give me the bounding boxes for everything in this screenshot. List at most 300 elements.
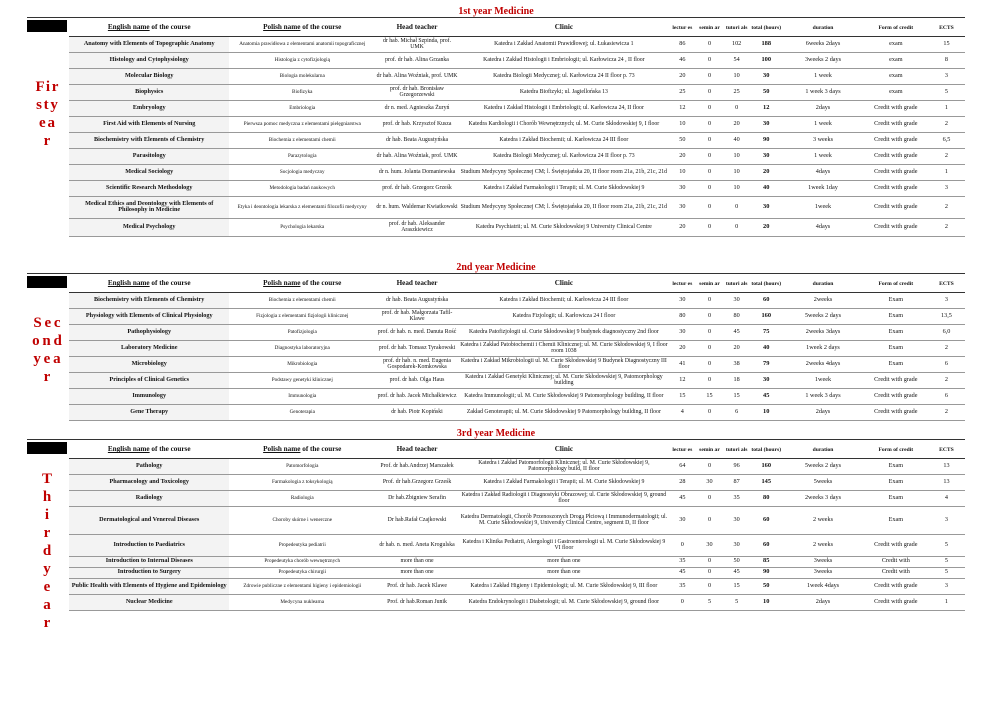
header-ects: ECTS bbox=[928, 276, 965, 292]
course-polish-name: Etyka i deontologia lekarska z elementami filozofii medycyny bbox=[229, 196, 375, 218]
ects-points: 6 bbox=[928, 388, 965, 404]
tutorial-hours: 50 bbox=[723, 556, 750, 567]
year-1-header-row bbox=[69, 20, 965, 36]
clinic-address: Katedra i Zakład Biochemii; ul. Karłowicza 24 III floor bbox=[459, 292, 669, 308]
header-english-name: English name of the course bbox=[69, 20, 229, 36]
ects-points: 2 bbox=[928, 196, 965, 218]
clinic-address: Zakład Genoterapii; ul. M. Curie Skłodowskiej 9 Patomorphology building, II floor bbox=[459, 404, 669, 420]
duration: 2weeks 3days bbox=[782, 324, 863, 340]
lecture-hours: 64 bbox=[669, 458, 696, 474]
form-of-credit: Credit with grade bbox=[864, 164, 928, 180]
head-teacher: prof. dr hab. Jacek Michałkiewicz bbox=[375, 388, 459, 404]
course-polish-name: Podstawy genetyki klinicznej bbox=[229, 372, 375, 388]
head-teacher: Prof. dr hab.Grzegorz Grześk bbox=[375, 474, 459, 490]
year-2-header-row bbox=[69, 276, 965, 292]
course-polish-name: Zdrowie publiczne z elementami higieny i epidemiologii bbox=[229, 578, 375, 594]
table-row bbox=[69, 556, 965, 567]
year-3-title: 3rd year Medicine bbox=[27, 428, 965, 440]
form-of-credit: Exam bbox=[864, 324, 928, 340]
duration: 1week bbox=[782, 196, 863, 218]
form-of-credit: Credit with grade bbox=[864, 404, 928, 420]
course-english-name: Scientific Research Methodology bbox=[69, 180, 229, 196]
lecture-hours: 41 bbox=[669, 356, 696, 372]
duration: 5weeks bbox=[782, 474, 863, 490]
course-polish-name: Immunologia bbox=[229, 388, 375, 404]
form-of-credit: Credit with grade bbox=[864, 578, 928, 594]
ects-points: 13 bbox=[928, 474, 965, 490]
table-row bbox=[69, 578, 965, 594]
duration: 3weeks bbox=[782, 567, 863, 578]
tutorial-hours: 54 bbox=[723, 52, 750, 68]
course-english-name: Principles of Clinical Genetics bbox=[69, 372, 229, 388]
table-row bbox=[69, 68, 965, 84]
year-1-title: 1st year Medicine bbox=[27, 6, 965, 18]
head-teacher: Dr hab.Zbigniew Serafin bbox=[375, 490, 459, 506]
duration: 1week bbox=[782, 372, 863, 388]
year-2-block bbox=[27, 274, 965, 428]
ects-points: 6 bbox=[928, 356, 965, 372]
course-polish-name: Parazytologia bbox=[229, 148, 375, 164]
form-of-credit: Credit with bbox=[864, 556, 928, 567]
total-hours: 40 bbox=[750, 180, 782, 196]
clinic-address: Katedra i Zakład Histologii i Embriologii; ul. Karłowicza 24, II floor bbox=[459, 100, 669, 116]
ects-points: 13 bbox=[928, 458, 965, 474]
lecture-hours: 46 bbox=[669, 52, 696, 68]
lecture-hours: 30 bbox=[669, 292, 696, 308]
course-english-name: Pathophysiology bbox=[69, 324, 229, 340]
header-head-teacher: Head teacher bbox=[375, 20, 459, 36]
course-english-name: Pharmacology and Toxicology bbox=[69, 474, 229, 490]
lecture-hours: 4 bbox=[669, 404, 696, 420]
ects-points: 2 bbox=[928, 218, 965, 236]
head-teacher: prof. dr hab. Małgorzata Tafil-Klawe bbox=[375, 308, 459, 324]
seminar-hours: 0 bbox=[696, 196, 723, 218]
head-teacher: Prof. dr hab. Jacek Klawe bbox=[375, 578, 459, 594]
duration: 2days bbox=[782, 100, 863, 116]
header-form-of-credit: Form of credit bbox=[864, 276, 928, 292]
tutorial-hours: 38 bbox=[723, 356, 750, 372]
course-english-name: Embryology bbox=[69, 100, 229, 116]
seminar-hours: 0 bbox=[696, 292, 723, 308]
course-polish-name: Pierwsza pomoc medyczna z elementami pielęgniarstwa bbox=[229, 116, 375, 132]
course-polish-name: Biologia molekularna bbox=[229, 68, 375, 84]
course-english-name: Molecular Biology bbox=[69, 68, 229, 84]
table-row bbox=[69, 196, 965, 218]
head-teacher: prof. dr hab. n. med. Danuta Rość bbox=[375, 324, 459, 340]
total-hours: 10 bbox=[750, 594, 782, 610]
course-english-name: Dermatological and Venereal Diseases bbox=[69, 506, 229, 534]
lecture-hours: 35 bbox=[669, 556, 696, 567]
form-of-credit: Credit with grade bbox=[864, 196, 928, 218]
table-row bbox=[69, 116, 965, 132]
form-of-credit: Credit with grade bbox=[864, 594, 928, 610]
lecture-hours: 15 bbox=[669, 388, 696, 404]
course-polish-name: Propedeutyka pediatrii bbox=[229, 534, 375, 556]
header-head-teacher: Head teacher bbox=[375, 442, 459, 458]
course-english-name: Introduction to Internal Diseases bbox=[69, 556, 229, 567]
ects-points: 2 bbox=[928, 404, 965, 420]
curriculum-page bbox=[27, 6, 965, 650]
duration: 1 week bbox=[782, 116, 863, 132]
ects-points: 2 bbox=[928, 340, 965, 356]
header-clinic: Clinic bbox=[459, 442, 669, 458]
ects-points: 3 bbox=[928, 578, 965, 594]
tutorial-hours: 10 bbox=[723, 164, 750, 180]
year-3-block bbox=[27, 440, 965, 650]
header-english-name: English name of the course bbox=[69, 276, 229, 292]
table-row bbox=[69, 164, 965, 180]
lecture-hours: 20 bbox=[669, 68, 696, 84]
year-2-side-bar bbox=[27, 276, 67, 288]
seminar-hours: 0 bbox=[696, 84, 723, 100]
head-teacher: dr hab. n. med. Aneta Krogulska bbox=[375, 534, 459, 556]
course-polish-name: Genoterapia bbox=[229, 404, 375, 420]
head-teacher: dr hab. Beata Augustyńska bbox=[375, 292, 459, 308]
clinic-address: Katedra Patofizjologii ul. Curie Skłodowskiej 9 budynek diagnostyczny 2nd floor bbox=[459, 324, 669, 340]
year-2-side-label bbox=[29, 314, 69, 386]
year-3-side-label: T h i r d y e a r bbox=[41, 471, 52, 631]
head-teacher: prof. dr hab. Alina Grzanka bbox=[375, 52, 459, 68]
duration: 1week 1day bbox=[782, 180, 863, 196]
seminar-hours: 0 bbox=[696, 458, 723, 474]
table-row bbox=[69, 506, 965, 534]
table-row bbox=[69, 148, 965, 164]
lecture-hours: 86 bbox=[669, 36, 696, 52]
lecture-hours: 20 bbox=[669, 340, 696, 356]
clinic-address: Katedra Kardiologii i Chorób Wewnętrznych; ul. M. Curie Skłodowskiej 9, I floor bbox=[459, 116, 669, 132]
ects-points: 1 bbox=[928, 594, 965, 610]
seminar-hours: 0 bbox=[696, 180, 723, 196]
ects-points: 3 bbox=[928, 68, 965, 84]
seminar-hours: 0 bbox=[696, 556, 723, 567]
table-row bbox=[69, 52, 965, 68]
duration: 2weeks 3 days bbox=[782, 490, 863, 506]
header-form-of-credit: Form of credit bbox=[864, 442, 928, 458]
lecture-hours: 12 bbox=[669, 372, 696, 388]
clinic-address: Katedra i Zakład Anatomii Prawidłowej; ul. Łukasiewicza 1 bbox=[459, 36, 669, 52]
head-teacher: dr n. hum. Waldemar Kwiatkowski bbox=[375, 196, 459, 218]
total-hours: 160 bbox=[750, 458, 782, 474]
year-1-side-bar bbox=[27, 20, 67, 32]
clinic-address: Katedra i Zakład Farmakologii i Terapii; ul. M. Curie Skłodowskiej 9 bbox=[459, 474, 669, 490]
seminar-hours: 0 bbox=[696, 372, 723, 388]
table-row bbox=[69, 84, 965, 100]
tutorial-hours: 96 bbox=[723, 458, 750, 474]
clinic-address: Katedra Psychiatrii; ul. M. Curie Skłodowskiej 9 University Clinical Centre bbox=[459, 218, 669, 236]
lecture-hours: 50 bbox=[669, 132, 696, 148]
course-polish-name: Diagnostyka laboratoryjna bbox=[229, 340, 375, 356]
lecture-hours: 0 bbox=[669, 594, 696, 610]
form-of-credit: Credit with grade bbox=[864, 388, 928, 404]
lecture-hours: 30 bbox=[669, 506, 696, 534]
form-of-credit: exam bbox=[864, 52, 928, 68]
tutorial-hours: 0 bbox=[723, 196, 750, 218]
seminar-hours: 0 bbox=[696, 148, 723, 164]
tutorial-hours: 30 bbox=[723, 292, 750, 308]
seminar-hours: 0 bbox=[696, 132, 723, 148]
year-3-header-row bbox=[69, 442, 965, 458]
total-hours: 160 bbox=[750, 308, 782, 324]
duration: 5weeks 2 days bbox=[782, 458, 863, 474]
header-tutorials: tutori als bbox=[723, 442, 750, 458]
ects-points: 5 bbox=[928, 84, 965, 100]
ects-points: 5 bbox=[928, 567, 965, 578]
clinic-address: Katedra i Zakład Higieny i Epidemiologii; ul. M. Curie Skłodowskiej 9, III floor bbox=[459, 578, 669, 594]
duration: 2days bbox=[782, 404, 863, 420]
tutorial-hours: 0 bbox=[723, 218, 750, 236]
table-row bbox=[69, 404, 965, 420]
ects-points: 5 bbox=[928, 534, 965, 556]
seminar-hours: 0 bbox=[696, 356, 723, 372]
clinic-address: Katedra Fizjologii; ul. Karłowicza 24 I floor bbox=[459, 308, 669, 324]
header-total: total (hours) bbox=[750, 20, 782, 36]
form-of-credit: Credit with grade bbox=[864, 218, 928, 236]
seminar-hours: 0 bbox=[696, 578, 723, 594]
duration: 6weeks 2days bbox=[782, 36, 863, 52]
course-english-name: Anatomy with Elements of Topographic Anatomy bbox=[69, 36, 229, 52]
course-polish-name: Propedeutyka chorób wewnętrznych bbox=[229, 556, 375, 567]
lecture-hours: 35 bbox=[669, 578, 696, 594]
course-polish-name: Histologia z cytofizjologią bbox=[229, 52, 375, 68]
total-hours: 10 bbox=[750, 404, 782, 420]
tutorial-hours: 18 bbox=[723, 372, 750, 388]
year-3-rows bbox=[69, 458, 965, 610]
ects-points: 15 bbox=[928, 36, 965, 52]
year-2-title: 2nd year Medicine bbox=[27, 262, 965, 274]
tutorial-hours: 30 bbox=[723, 506, 750, 534]
course-english-name: Immunology bbox=[69, 388, 229, 404]
duration: 3 weeks bbox=[782, 132, 863, 148]
tutorial-hours: 5 bbox=[723, 594, 750, 610]
total-hours: 60 bbox=[750, 292, 782, 308]
total-hours: 50 bbox=[750, 578, 782, 594]
table-row bbox=[69, 36, 965, 52]
table-row bbox=[69, 372, 965, 388]
course-english-name: Introduction to Surgery bbox=[69, 567, 229, 578]
tutorial-hours: 45 bbox=[723, 567, 750, 578]
seminar-hours: 30 bbox=[696, 474, 723, 490]
total-hours: 12 bbox=[750, 100, 782, 116]
table-row bbox=[69, 340, 965, 356]
header-duration: duration bbox=[782, 442, 863, 458]
year-2-rows bbox=[69, 292, 965, 420]
header-clinic: Clinic bbox=[459, 20, 669, 36]
table-row bbox=[69, 474, 965, 490]
head-teacher: dr hab. Alina Woźniak, prof. UMK bbox=[375, 148, 459, 164]
header-polish-name: Polish name of the course bbox=[229, 276, 375, 292]
clinic-address: Katedra i Zakład Biochemii; ul. Karłowicza 24 III floor bbox=[459, 132, 669, 148]
year-1-side-label: F i r s t y e a r bbox=[35, 79, 59, 149]
course-english-name: Pathology bbox=[69, 458, 229, 474]
course-english-name: Physiology with Elements of Clinical Physiology bbox=[69, 308, 229, 324]
ects-points: 13,5 bbox=[928, 308, 965, 324]
course-english-name: Medical Sociology bbox=[69, 164, 229, 180]
head-teacher: prof. dr hab. Bronisław Grzegorzewski bbox=[375, 84, 459, 100]
tutorial-hours: 45 bbox=[723, 324, 750, 340]
seminar-hours: 0 bbox=[696, 36, 723, 52]
header-ects: ECTS bbox=[928, 442, 965, 458]
ects-points: 2 bbox=[928, 116, 965, 132]
header-form-of-credit: Form of credit bbox=[864, 20, 928, 36]
total-hours: 50 bbox=[750, 84, 782, 100]
course-polish-name: Choroby skórne i wenerczne bbox=[229, 506, 375, 534]
duration: 3weeks bbox=[782, 556, 863, 567]
header-lectures: lectur es bbox=[669, 20, 696, 36]
form-of-credit: Exam bbox=[864, 506, 928, 534]
head-teacher: prof. dr hab. Olga Haus bbox=[375, 372, 459, 388]
duration: 4days bbox=[782, 218, 863, 236]
head-teacher: prof. dr hab. Aleksander Araszkiewicz bbox=[375, 218, 459, 236]
course-polish-name: Anatomia prawidłowa z elementami anatomii topograficznej bbox=[229, 36, 375, 52]
tutorial-hours: 0 bbox=[723, 100, 750, 116]
course-english-name: Biophysics bbox=[69, 84, 229, 100]
form-of-credit: exam bbox=[864, 68, 928, 84]
course-polish-name: Patomorfologia bbox=[229, 458, 375, 474]
duration: 2 weeks bbox=[782, 506, 863, 534]
header-polish-name: Polish name of the course bbox=[229, 442, 375, 458]
total-hours: 20 bbox=[750, 164, 782, 180]
table-row bbox=[69, 388, 965, 404]
course-polish-name: Mikrobiologia bbox=[229, 356, 375, 372]
total-hours: 145 bbox=[750, 474, 782, 490]
table-row bbox=[69, 567, 965, 578]
seminar-hours: 0 bbox=[696, 164, 723, 180]
form-of-credit: Exam bbox=[864, 340, 928, 356]
duration: 2days bbox=[782, 594, 863, 610]
form-of-credit: Exam bbox=[864, 356, 928, 372]
course-polish-name: Medycyna nuklearna bbox=[229, 594, 375, 610]
head-teacher: prof. dr hab. Tomasz Tyrakowski bbox=[375, 340, 459, 356]
form-of-credit: Credit with bbox=[864, 567, 928, 578]
clinic-address: Katedra i Zakład Patobiochemii i Chemii Klinicznej; ul. M. Curie Skłodowskiej 9, I floor room 1038 bbox=[460, 341, 668, 354]
clinic-address: Katedra i Zakład Farmakologii i Terapii; ul. M. Curie Skłodowskiej 9 bbox=[459, 180, 669, 196]
form-of-credit: Exam bbox=[864, 474, 928, 490]
seminar-hours: 0 bbox=[696, 404, 723, 420]
clinic-address: Katedra Biofizyki; ul. Jagiellońska 13 bbox=[459, 84, 669, 100]
ects-points: 2 bbox=[928, 148, 965, 164]
duration: 2weeks bbox=[782, 292, 863, 308]
header-english-name: English name of the course bbox=[69, 442, 229, 458]
lecture-hours: 12 bbox=[669, 100, 696, 116]
table-row bbox=[69, 594, 965, 610]
head-teacher: Prof. dr hab.Andrzej Marszałek bbox=[375, 458, 459, 474]
course-english-name: Gene Therapy bbox=[69, 404, 229, 420]
duration: 1week 4days bbox=[782, 578, 863, 594]
table-row bbox=[69, 490, 965, 506]
tutorial-hours: 10 bbox=[723, 180, 750, 196]
course-polish-name: Metodologia badań naukowych bbox=[229, 180, 375, 196]
ects-points: 3 bbox=[928, 506, 965, 534]
tutorial-hours: 40 bbox=[723, 132, 750, 148]
form-of-credit: Credit with grade bbox=[864, 148, 928, 164]
header-tutorials: tutori als bbox=[723, 20, 750, 36]
course-english-name: First Aid with Elements of Nursing bbox=[69, 116, 229, 132]
head-teacher: more than one bbox=[375, 556, 459, 567]
total-hours: 20 bbox=[750, 218, 782, 236]
course-english-name: Nuclear Medicine bbox=[69, 594, 229, 610]
course-polish-name: Farmakologia z toksykologią bbox=[229, 474, 375, 490]
lecture-hours: 30 bbox=[669, 196, 696, 218]
form-of-credit: Exam bbox=[864, 490, 928, 506]
total-hours: 100 bbox=[750, 52, 782, 68]
table-row bbox=[69, 458, 965, 474]
tutorial-hours: 20 bbox=[723, 116, 750, 132]
seminar-hours: 0 bbox=[696, 52, 723, 68]
seminar-hours: 5 bbox=[696, 594, 723, 610]
seminar-hours: 0 bbox=[696, 308, 723, 324]
head-teacher: prof. dr hab. Grzegorz Grześk bbox=[375, 180, 459, 196]
table-row bbox=[69, 324, 965, 340]
form-of-credit: exam bbox=[864, 84, 928, 100]
total-hours: 60 bbox=[750, 534, 782, 556]
head-teacher: prof. dr hab. Krzysztof Kusza bbox=[375, 116, 459, 132]
course-polish-name: Fizjologia z elementami fizjologii klinicznej bbox=[229, 308, 375, 324]
form-of-credit: Exam bbox=[864, 308, 928, 324]
head-teacher: dr n. hum. Jolanta Domaniewska bbox=[375, 164, 459, 180]
course-english-name: Medical Ethics and Deontology with Elements of Philosophy in Medicine bbox=[69, 196, 229, 218]
course-english-name: Radiology bbox=[69, 490, 229, 506]
ects-points: 6,0 bbox=[928, 324, 965, 340]
tutorial-hours: 102 bbox=[723, 36, 750, 52]
course-english-name: Public Health with Elements of Hygiene and Epidemiology bbox=[69, 578, 229, 594]
course-english-name: Histology and Cytophysiology bbox=[69, 52, 229, 68]
table-row bbox=[69, 356, 965, 372]
clinic-address: Katedra Biologii Medycznej; ul. Karłowicza 24 II floor p. 73 bbox=[459, 68, 669, 84]
year-3-table bbox=[69, 442, 965, 611]
header-duration: duration bbox=[782, 20, 863, 36]
course-english-name: Parasitology bbox=[69, 148, 229, 164]
total-hours: 45 bbox=[750, 388, 782, 404]
clinic-address: Katedra i Zakład Radiologii i Diagnostyki Obrazowej; ul. Curie Skłodowskiej 9, ground floor bbox=[459, 490, 669, 506]
tutorial-hours: 20 bbox=[723, 340, 750, 356]
duration: 2weeks 4days bbox=[782, 356, 863, 372]
course-english-name: Microbiology bbox=[69, 356, 229, 372]
clinic-address: Katedra Endokrynologii i Diabetologii; ul. M. Curie Skłodowskiej 9, ground floor bbox=[459, 594, 669, 610]
seminar-hours: 0 bbox=[696, 567, 723, 578]
ects-points: 8 bbox=[928, 52, 965, 68]
lecture-hours: 10 bbox=[669, 164, 696, 180]
head-teacher: dr hab. Michał Szpinda, prof. UMK bbox=[375, 36, 459, 52]
tutorial-hours: 10 bbox=[723, 68, 750, 84]
tutorial-hours: 87 bbox=[723, 474, 750, 490]
seminar-hours: 0 bbox=[696, 324, 723, 340]
lecture-hours: 45 bbox=[669, 490, 696, 506]
header-seminars: semin ar bbox=[696, 442, 723, 458]
total-hours: 85 bbox=[750, 556, 782, 567]
ects-points: 1 bbox=[928, 164, 965, 180]
lecture-hours: 25 bbox=[669, 84, 696, 100]
seminar-hours: 0 bbox=[696, 340, 723, 356]
header-head-teacher: Head teacher bbox=[375, 276, 459, 292]
table-row bbox=[69, 308, 965, 324]
tutorial-hours: 25 bbox=[723, 84, 750, 100]
duration: 1 week 3 days bbox=[782, 388, 863, 404]
clinic-address: Katedra i Zakład Histologii i Embriologii; ul. Karłowicza 24 , II floor bbox=[459, 52, 669, 68]
course-polish-name: Psychologia lekarska bbox=[229, 218, 375, 236]
year-2-table bbox=[69, 276, 965, 421]
ects-points: 2 bbox=[928, 372, 965, 388]
ects-points: 4 bbox=[928, 490, 965, 506]
form-of-credit: Credit with grade bbox=[864, 132, 928, 148]
lecture-hours: 0 bbox=[669, 534, 696, 556]
lecture-hours: 20 bbox=[669, 218, 696, 236]
header-seminars: semin ar bbox=[696, 20, 723, 36]
course-polish-name: Biochemia z elementami chemii bbox=[229, 132, 375, 148]
total-hours: 30 bbox=[750, 196, 782, 218]
course-polish-name: Radiologia bbox=[229, 490, 375, 506]
tutorial-hours: 10 bbox=[723, 148, 750, 164]
clinic-address: Studium Medycyny Społecznej CM; l. Świętojańska 20, II floor room 21a, 21b, 21c, 21d bbox=[459, 164, 669, 180]
